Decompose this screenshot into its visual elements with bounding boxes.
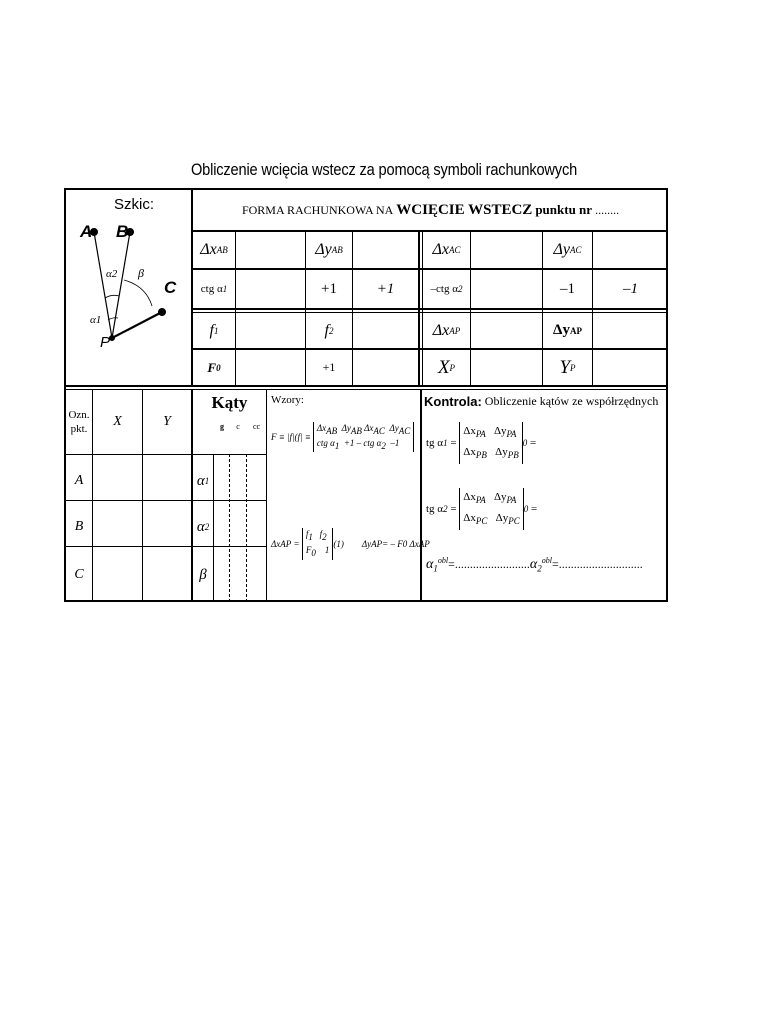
header-x: X (113, 414, 122, 429)
row-point-c: C (74, 567, 84, 582)
cell-plus-one-f0: +1 (322, 360, 336, 374)
cell-ctg-alpha1: ctg α 1 (200, 283, 228, 295)
cell-dx-ab: Δx AB (200, 241, 228, 258)
cell-xp: X P (437, 356, 456, 378)
unit-c: c (236, 422, 240, 431)
cell-dy-ac: Δy AC (553, 241, 582, 258)
header-ozn-pkt: Ozn. pkt. (68, 409, 90, 435)
row-point-a: A (74, 473, 84, 488)
cell-plus-one: +1 (321, 280, 337, 297)
sketch-label: Szkic: (114, 196, 155, 213)
page-title: Obliczenie wcięcia wstecz za pomocą symboli rachunkowych (190, 160, 578, 179)
point-p-label: P (100, 334, 111, 351)
cell-minus-one-italic: –1 (623, 280, 638, 297)
computed-angles-line: $\alpha_1^{obl}=.........................\alpha_2^{obl}=$............................ (426, 556, 643, 574)
cell-dx-ap: Δx AP (432, 321, 461, 339)
angles-title: Kąty (211, 393, 248, 412)
calculation-form (64, 188, 668, 602)
cell-plus-one-italic: +1 (376, 280, 395, 297)
cell-minus-one: –1 (560, 280, 575, 297)
cell-minus-ctg-alpha2: –ctg α 2 (430, 283, 463, 295)
kontrola-header: Kontrola: Obliczenie kątów ze współrzędnych (424, 394, 659, 409)
row-alpha2: α 2 (196, 518, 210, 535)
angle-alpha2-label: α2 (106, 268, 118, 280)
point-c-label: C (164, 278, 177, 297)
point-a-label: A (80, 222, 93, 241)
formula-dx-ap: Δx AP = f1 f2 F0 1 (1) Δy AP = – F 0 Δx AP (271, 529, 430, 558)
wzory-label: Wzory: (271, 394, 304, 406)
form-header: FORMA RACHUNKOWA NA WCIĘCIE WSTECZ punktu nr ........ (241, 201, 620, 218)
row-alpha1: α 1 (196, 472, 210, 489)
cell-f2: f 2 (324, 321, 334, 339)
formula-tg-alpha2: tg α 2 = $\Delta x_{PA}$ $\Delta y_{PA}$ $\Delta x_{PC}$ $\Delta y_{PC}$ 0 = (426, 488, 537, 530)
angle-beta-label: β (138, 266, 144, 280)
angle-alpha1-label: α1 (90, 314, 102, 326)
cell-f0: F 0 (207, 359, 221, 375)
cell-f1: f 1 (209, 321, 219, 339)
formula-f: F ≡ |f|(f| ≡ ΔxAB ΔyAB ΔxAC ΔyAC ctg α1 +1 – ctg α2 –1 (271, 422, 414, 452)
unit-cc: cc (252, 422, 261, 431)
cell-dy-ap: Δy AP (553, 322, 582, 338)
header-y: Y (163, 414, 171, 429)
formula-tg-alpha1: tg α 1 = $\Delta x_{PA}$ $\Delta y_{PA}$ $\Delta x_{PB}$ $\Delta y_{PB}$ 0 = (426, 422, 536, 464)
unit-g: g (220, 422, 224, 431)
row-beta: β (199, 566, 207, 583)
row-point-b: B (74, 519, 84, 534)
point-b-label: B (116, 222, 129, 241)
cell-dy-ab: Δy AB (315, 241, 343, 258)
cell-dx-ac: Δx AC (432, 241, 461, 258)
cell-yp: Y P (559, 356, 576, 378)
